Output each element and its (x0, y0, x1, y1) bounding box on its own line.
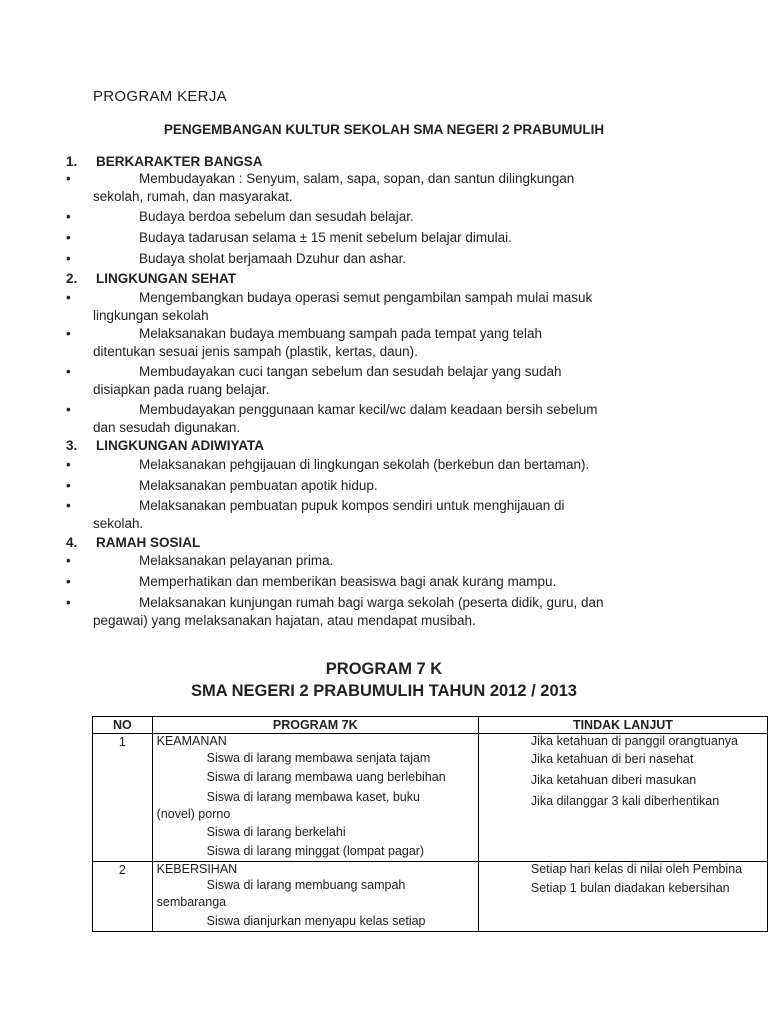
program-cell (152, 862, 478, 932)
program-title: PROGRAM 7 K (325, 660, 443, 678)
program-cell (152, 734, 478, 862)
program-item: Siswa di larang membuang sampah (206, 878, 406, 892)
column-header-tindak-lanjut: TINDAK LANJUT (478, 717, 767, 734)
row-number: 1 (93, 734, 153, 862)
table-row (93, 734, 768, 862)
list-item: • Melaksanakan pembuatan pupuk kompos sendiri untuk menghijauan di sekolah. (66, 498, 565, 531)
section-heading-2: 2. LINGKUNGAN SEHAT (66, 271, 236, 286)
action-item: Jika ketahuan di panggil orangtuanya (530, 734, 738, 748)
action-cell (478, 734, 767, 862)
list-item: • Melaksanakan budaya membuang sampah pada tempat yang telah ditentukan sesuai jenis sampah (plastik, kertas, daun). (66, 326, 543, 359)
list-item: • Memperhatikan dan memberikan beasiswa bagi anak kurang mampu. (66, 574, 557, 589)
row-number: 2 (93, 862, 153, 932)
document-title: PROGRAM KERJA (93, 88, 227, 105)
table-row (93, 862, 768, 932)
list-item: • Budaya tadarusan selama ± 15 menit sebelum belajar dimulai. (66, 230, 512, 245)
category-label: KEBERSIHAN (156, 862, 238, 876)
column-header-no: NO (93, 717, 153, 734)
program-item: Siswa di larang berkelahi (206, 825, 346, 839)
program-item: Siswa di larang membawa uang berlebihan (206, 770, 446, 784)
list-item: • Budaya berdoa sebelum dan sesudah belajar. (66, 209, 414, 224)
list-item: • Melaksanakan pembuatan apotik hidup. (66, 478, 378, 493)
list-item: • Melaksanakan kunjungan rumah bagi warga sekolah (peserta didik, guru, dan pegawai) yang melaksanakan hajatan, atau mendapat musibah. (66, 595, 604, 628)
program-table (92, 716, 768, 932)
action-item: Jika dilanggar 3 kali diberhentikan (530, 794, 720, 808)
action-item: Jika ketahuan di beri nasehat (530, 752, 694, 766)
list-item: • Membudayakan cuci tangan sebelum dan sesudah belajar yang sudah disiapkan pada ruang belajar. (66, 364, 562, 397)
table-header-row (93, 717, 768, 734)
list-item: • Membudayakan penggunaan kamar kecil/wc dalam keadaan bersih sebelum dan sesudah digunakan. (66, 402, 598, 435)
action-cell (478, 862, 767, 932)
program-item: Siswa di larang membawa kaset, buku (206, 790, 420, 804)
section-heading-4: 4. RAMAH SOSIAL (66, 535, 201, 550)
action-item: Setiap 1 bulan diadakan kebersihan (530, 881, 730, 895)
program-subtitle: SMA NEGERI 2 PRABUMULIH TAHUN 2012 / 2013 (190, 682, 577, 700)
document-subtitle: PENGEMBANGAN KULTUR SEKOLAH SMA NEGERI 2 PRABUMULIH (163, 122, 605, 137)
list-item: • Melaksanakan pehgijauan di lingkungan sekolah (berkebun dan bertaman). (66, 457, 590, 472)
program-item-cont: sembaranga (156, 895, 227, 909)
column-header-program: PROGRAM 7K (152, 717, 478, 734)
action-item: Jika ketahuan diberi masukan (530, 773, 697, 787)
program-item: Siswa dianjurkan menyapu kelas setiap (206, 914, 426, 928)
list-item: • Melaksanakan pelayanan prima. (66, 553, 334, 568)
section-heading-3: 3. LINGKUNGAN ADIWIYATA (66, 438, 264, 453)
category-label: KEAMANAN (156, 734, 227, 748)
list-item: • Budaya sholat berjamaah Dzuhur dan ashar. (66, 251, 407, 266)
section-heading-1: 1. BERKARAKTER BANGSA (66, 154, 263, 169)
program-item: Siswa di larang minggat (lompat pagar) (206, 844, 425, 858)
program-item-cont: (novel) porno (156, 807, 231, 821)
program-item: Siswa di larang membawa senjata tajam (206, 751, 431, 765)
list-item: • Membudayakan : Senyum, salam, sapa, sopan, dan santun dilingkungan sekolah, rumah, dan masyarakat. (66, 171, 575, 204)
list-item: • Mengembangkan budaya operasi semut pengambilan sampah mulai masuk lingkungan sekolah (66, 290, 593, 323)
action-item: Setiap hari kelas di nilai oleh Pembina (530, 862, 743, 876)
